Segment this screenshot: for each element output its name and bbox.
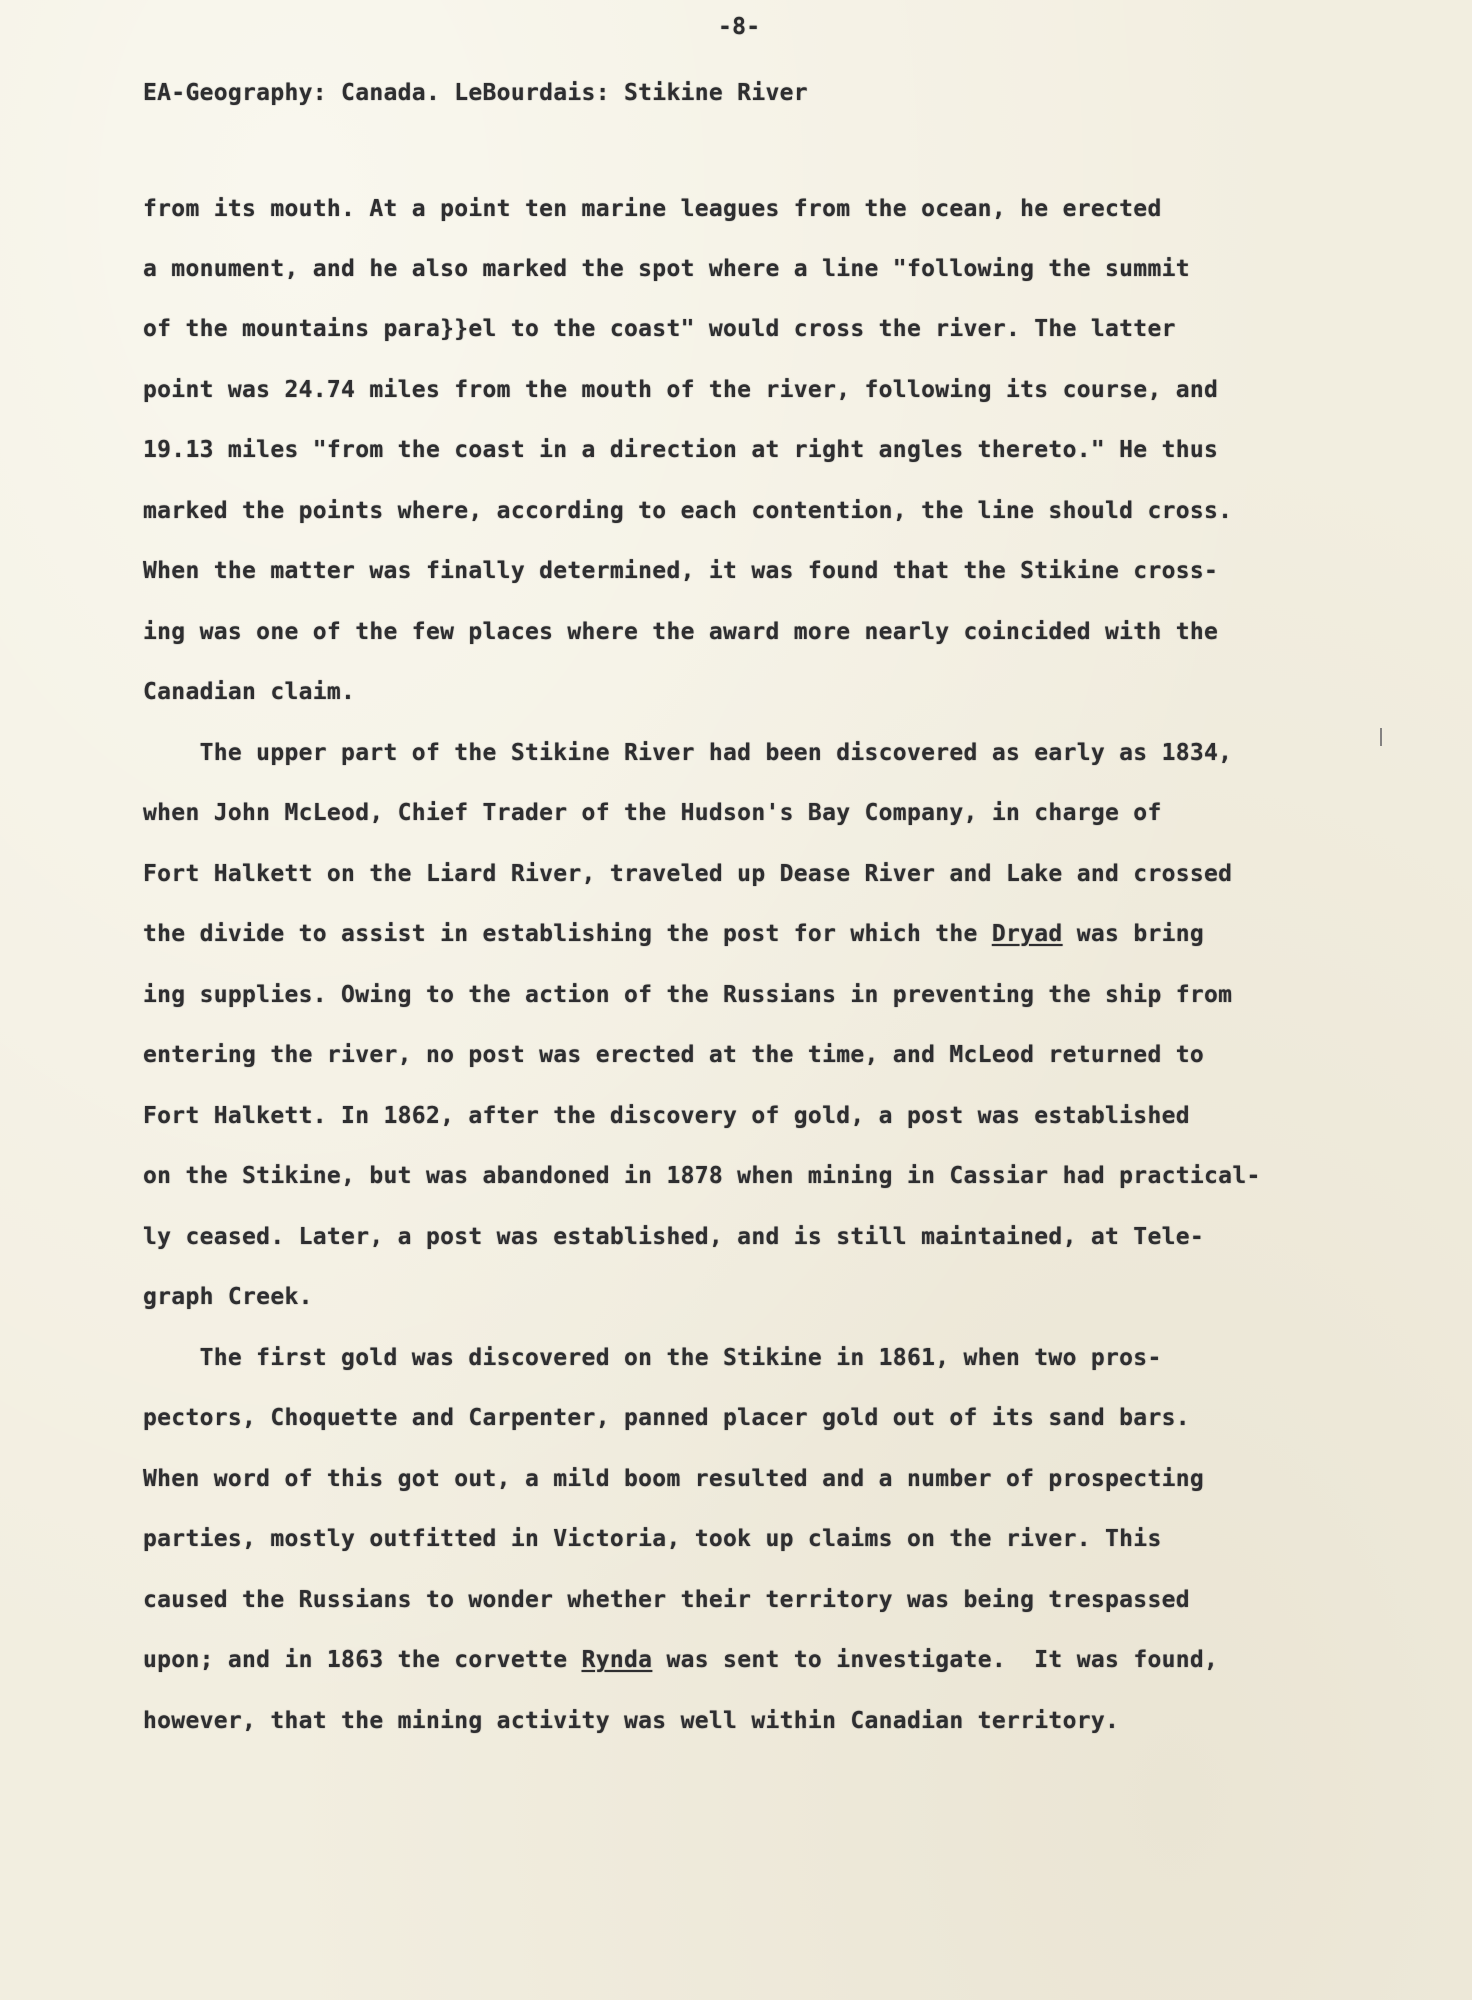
text-line: marked the points where, according to each contention, the line should cross.	[143, 498, 1233, 524]
text-line: 19.13 miles "from the coast in a direction at right angles thereto." He thus	[143, 437, 1219, 463]
text-line: on the Stikine, but was abandoned in 1878 when mining in Cassiar had practical-	[143, 1163, 1261, 1189]
text-line: When word of this got out, a mild boom resulted and a number of prospecting	[143, 1466, 1205, 1492]
page-number: -8-	[718, 14, 761, 40]
text-line: When the matter was finally determined, it was found that the Stikine cross-	[143, 558, 1219, 584]
text-segment: upon; and in 1863 the corvette	[143, 1647, 582, 1673]
text-line-with-ship-name	[143, 921, 1204, 947]
text-line-with-ship-name	[143, 1647, 1218, 1673]
text-line: when John McLeod, Chief Trader of the Hudson's Bay Company, in charge of	[143, 800, 1162, 826]
text-line: a monument, and he also marked the spot where a line "following the summit	[143, 256, 1190, 282]
text-line: ing supplies. Owing to the action of the Russians in preventing the ship from	[143, 982, 1233, 1008]
text-line: graph Creek.	[143, 1284, 313, 1310]
margin-pencil-mark	[1380, 728, 1382, 746]
text-line: however, that the mining activity was well within Canadian territory.	[143, 1708, 1120, 1734]
text-line: ing was one of the few places where the award more nearly coincided with the	[143, 619, 1219, 645]
text-segment: the divide to assist in establishing the post for which the	[143, 921, 992, 947]
text-line: The first gold was discovered on the Stikine in 1861, when two pros-	[143, 1345, 1162, 1371]
text-segment: was bring	[1062, 921, 1205, 947]
text-line: point was 24.74 miles from the mouth of the river, following its course, and	[143, 377, 1219, 403]
running-head: EA-Geography: Canada. LeBourdais: Stikine River	[143, 80, 808, 106]
text-line: parties, mostly outfitted in Victoria, took up claims on the river. This	[143, 1526, 1162, 1552]
text-line: ly ceased. Later, a post was established, and is still maintained, at Tele-	[143, 1224, 1205, 1250]
text-line: of the mountains para}}el to the coast" would cross the river. The latter	[143, 316, 1176, 342]
text-line: caused the Russians to wonder whether their territory was being trespassed	[143, 1587, 1190, 1613]
text-line: entering the river, no post was erected at the time, and McLeod returned to	[143, 1042, 1205, 1068]
text-segment: was sent to investigate. It was found,	[652, 1647, 1219, 1673]
text-line: The upper part of the Stikine River had been discovered as early as 1834,	[143, 740, 1233, 766]
text-line: Canadian claim.	[143, 679, 356, 705]
ship-name-dryad: Dryad	[991, 921, 1063, 947]
ship-name-rynda: Rynda	[581, 1647, 653, 1673]
text-line: pectors, Choquette and Carpenter, panned placer gold out of its sand bars.	[143, 1405, 1190, 1431]
text-line: from its mouth. At a point ten marine leagues from the ocean, he erected	[143, 196, 1162, 222]
text-line: Fort Halkett on the Liard River, traveled up Dease River and Lake and crossed	[143, 861, 1233, 887]
text-line: Fort Halkett. In 1862, after the discovery of gold, a post was established	[143, 1103, 1190, 1129]
